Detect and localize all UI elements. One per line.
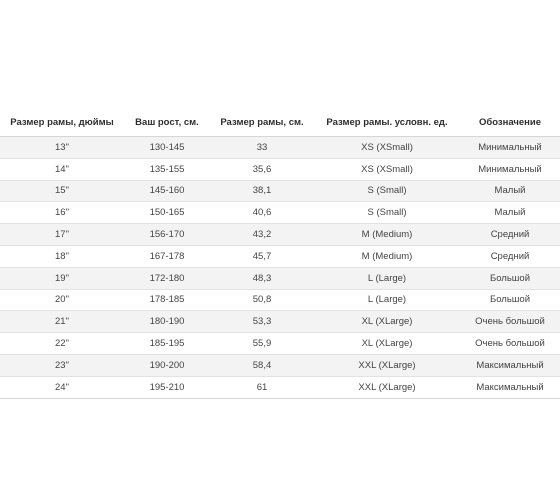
header-designation: Обозначение — [460, 108, 560, 137]
cell-designation: Максимальный — [460, 376, 560, 398]
cell-height-cm: 167-178 — [124, 245, 210, 267]
cell-height-cm: 150-165 — [124, 202, 210, 224]
cell-frame-size-cm: 50,8 — [210, 289, 314, 311]
cell-frame-size-cm: 45,7 — [210, 245, 314, 267]
cell-frame-size-units: XS (XSmall) — [314, 158, 460, 180]
frame-size-table — [0, 108, 560, 399]
cell-frame-size-inches: 22" — [0, 333, 124, 355]
cell-frame-size-cm: 61 — [210, 376, 314, 398]
cell-frame-size-units: XL (XLarge) — [314, 311, 460, 333]
header-frame-size-cm: Размер рамы, см. — [210, 108, 314, 137]
cell-designation: Минимальный — [460, 158, 560, 180]
cell-frame-size-inches: 13" — [0, 137, 124, 159]
cell-designation: Средний — [460, 245, 560, 267]
cell-designation: Очень большой — [460, 333, 560, 355]
table-row — [0, 289, 560, 311]
cell-frame-size-units: S (Small) — [314, 202, 460, 224]
cell-frame-size-units: L (Large) — [314, 289, 460, 311]
cell-frame-size-inches: 21" — [0, 311, 124, 333]
cell-frame-size-cm: 55,9 — [210, 333, 314, 355]
cell-height-cm: 178-185 — [124, 289, 210, 311]
cell-frame-size-units: XS (XSmall) — [314, 137, 460, 159]
cell-designation: Средний — [460, 224, 560, 246]
header-frame-size-units: Размер рамы. условн. ед. — [314, 108, 460, 137]
table-header — [0, 108, 560, 137]
cell-frame-size-cm: 35,6 — [210, 158, 314, 180]
cell-frame-size-inches: 18" — [0, 245, 124, 267]
cell-frame-size-units: XXL (XLarge) — [314, 354, 460, 376]
cell-frame-size-cm: 40,6 — [210, 202, 314, 224]
cell-height-cm: 195-210 — [124, 376, 210, 398]
cell-frame-size-cm: 43,2 — [210, 224, 314, 246]
cell-frame-size-cm: 48,3 — [210, 267, 314, 289]
header-frame-size-inches: Размер рамы, дюймы — [0, 108, 124, 137]
table-row — [0, 354, 560, 376]
table-row — [0, 267, 560, 289]
cell-designation: Минимальный — [460, 137, 560, 159]
cell-height-cm: 190-200 — [124, 354, 210, 376]
cell-height-cm: 135-155 — [124, 158, 210, 180]
table-row — [0, 333, 560, 355]
cell-frame-size-inches: 23" — [0, 354, 124, 376]
cell-designation: Большой — [460, 289, 560, 311]
cell-height-cm: 130-145 — [124, 137, 210, 159]
cell-designation: Очень большой — [460, 311, 560, 333]
cell-designation: Малый — [460, 180, 560, 202]
cell-height-cm: 156-170 — [124, 224, 210, 246]
table-row — [0, 158, 560, 180]
table-row — [0, 224, 560, 246]
cell-frame-size-units: L (Large) — [314, 267, 460, 289]
table-body — [0, 137, 560, 399]
cell-height-cm: 172-180 — [124, 267, 210, 289]
table-row — [0, 311, 560, 333]
header-row — [0, 108, 560, 137]
table-row — [0, 245, 560, 267]
cell-frame-size-inches: 24" — [0, 376, 124, 398]
cell-frame-size-inches: 16" — [0, 202, 124, 224]
cell-designation: Максимальный — [460, 354, 560, 376]
cell-designation: Малый — [460, 202, 560, 224]
cell-frame-size-cm: 53,3 — [210, 311, 314, 333]
cell-frame-size-units: XXL (XLarge) — [314, 376, 460, 398]
cell-frame-size-cm: 38,1 — [210, 180, 314, 202]
cell-frame-size-inches: 15" — [0, 180, 124, 202]
table-row — [0, 180, 560, 202]
table-row — [0, 137, 560, 159]
cell-frame-size-inches: 20" — [0, 289, 124, 311]
cell-frame-size-cm: 33 — [210, 137, 314, 159]
cell-frame-size-units: S (Small) — [314, 180, 460, 202]
cell-frame-size-units: M (Medium) — [314, 224, 460, 246]
cell-designation: Большой — [460, 267, 560, 289]
table-row — [0, 202, 560, 224]
cell-frame-size-units: XL (XLarge) — [314, 333, 460, 355]
table-row — [0, 376, 560, 398]
cell-height-cm: 180-190 — [124, 311, 210, 333]
cell-frame-size-units: M (Medium) — [314, 245, 460, 267]
cell-frame-size-inches: 19" — [0, 267, 124, 289]
cell-height-cm: 145-160 — [124, 180, 210, 202]
cell-height-cm: 185-195 — [124, 333, 210, 355]
cell-frame-size-inches: 17" — [0, 224, 124, 246]
cell-frame-size-inches: 14" — [0, 158, 124, 180]
header-height-cm: Ваш рост, см. — [124, 108, 210, 137]
cell-frame-size-cm: 58,4 — [210, 354, 314, 376]
